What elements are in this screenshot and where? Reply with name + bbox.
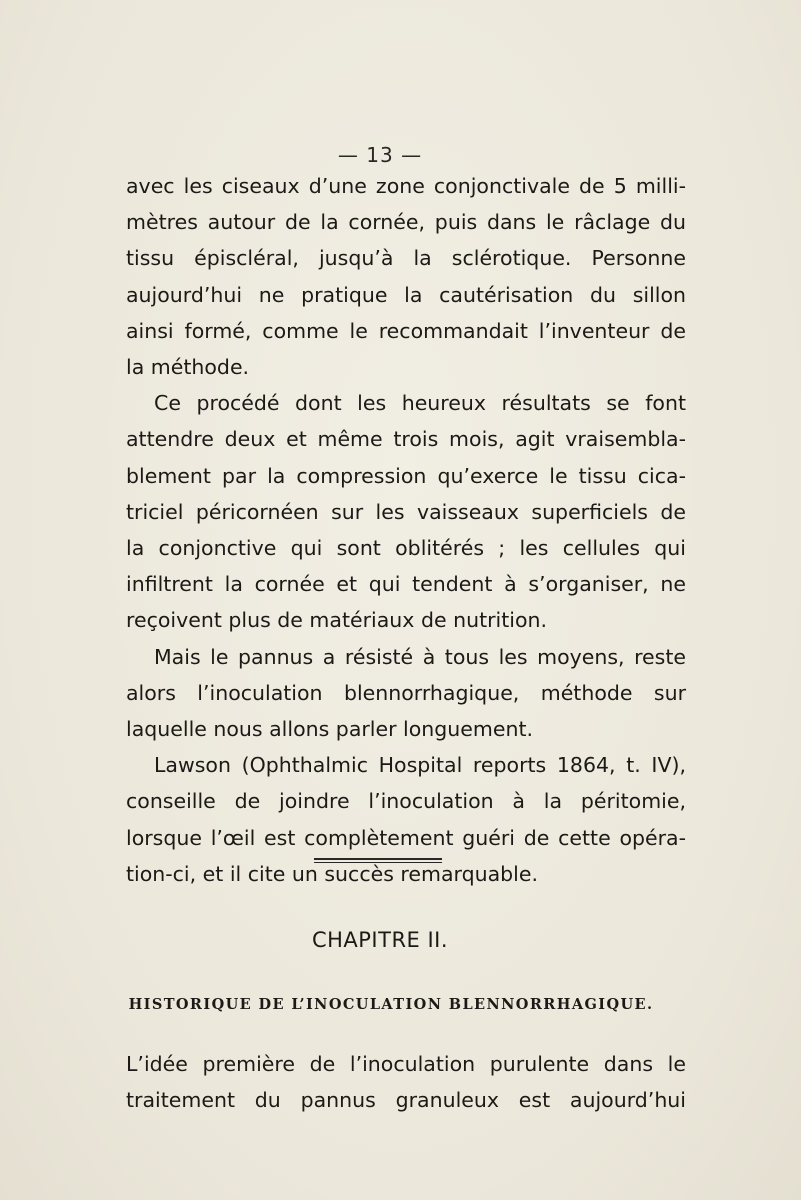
text-line: tissu épiscléral, jusqu’à la sclérotique. Personne — [126, 246, 686, 271]
text-line: mètres autour de la cornée, puis dans le râclage du — [126, 210, 686, 235]
text-line: L’idée première de l’inoculation purulente dans le — [126, 1052, 686, 1076]
chapter-subtitle: HISTORIQUE DE L’INOCULATION BLENNORRHAGIQUE. — [128, 996, 654, 1013]
text-line: conseille de joindre l’inoculation à la péritomie, — [126, 789, 686, 814]
paragraph-4 — [126, 747, 686, 892]
text-line: ainsi formé, comme le recommandait l’inventeur de — [126, 318, 686, 343]
text-line: lorsque l’œil est complètement guéri de cette opéra- — [126, 825, 686, 850]
text-line: alors l’inoculation blennorrhagique, méthode sur — [126, 680, 686, 705]
text-line: avec les ciseaux d’une zone conjonctivale de 5 milli- — [126, 174, 686, 198]
text-line: laquelle nous allons parler longuement. — [126, 717, 534, 742]
text-line: blement par la compression qu’exerce le tissu cica- — [126, 463, 686, 488]
text-line: attendre deux et même trois mois, agit vraisembla- — [126, 427, 686, 452]
chapter-title: CHAPITRE II. — [311, 928, 449, 952]
section-divider — [314, 858, 442, 863]
text-line: la conjonctive qui sont oblitérés ; les cellules qui — [126, 536, 686, 561]
text-line: reçoivent plus de matériaux de nutrition. — [126, 608, 548, 633]
text-line: triciel péricornéen sur les vaisseaux superficiels de — [126, 499, 686, 524]
text-line: Lawson (Ophthalmic Hospital reports 1864, t. IV), — [154, 753, 686, 778]
text-line: Ce procédé dont les heureux résultats se font — [154, 391, 686, 416]
paragraph-3 — [126, 639, 686, 748]
text-line: aujourd’hui ne pratique la cautérisation du sillon — [126, 282, 686, 307]
paragraph-1 — [126, 168, 686, 385]
text-line: traitement du pannus granuleux est aujourd’hui — [126, 1088, 686, 1113]
page-number: — 13 — — [337, 143, 423, 167]
text-line: tion-ci, et il cite un succès remarquable. — [126, 861, 538, 886]
text-line: Mais le pannus a résisté à tous les moyens, reste — [154, 644, 686, 669]
text-line: infiltrent la cornée et qui tendent à s’organiser, ne — [126, 572, 686, 597]
paragraph-5 — [126, 1046, 686, 1118]
text-line: la méthode. — [126, 355, 250, 380]
paragraph-2 — [126, 385, 686, 638]
body-text-top — [126, 168, 686, 892]
body-text-bottom — [126, 1046, 686, 1118]
